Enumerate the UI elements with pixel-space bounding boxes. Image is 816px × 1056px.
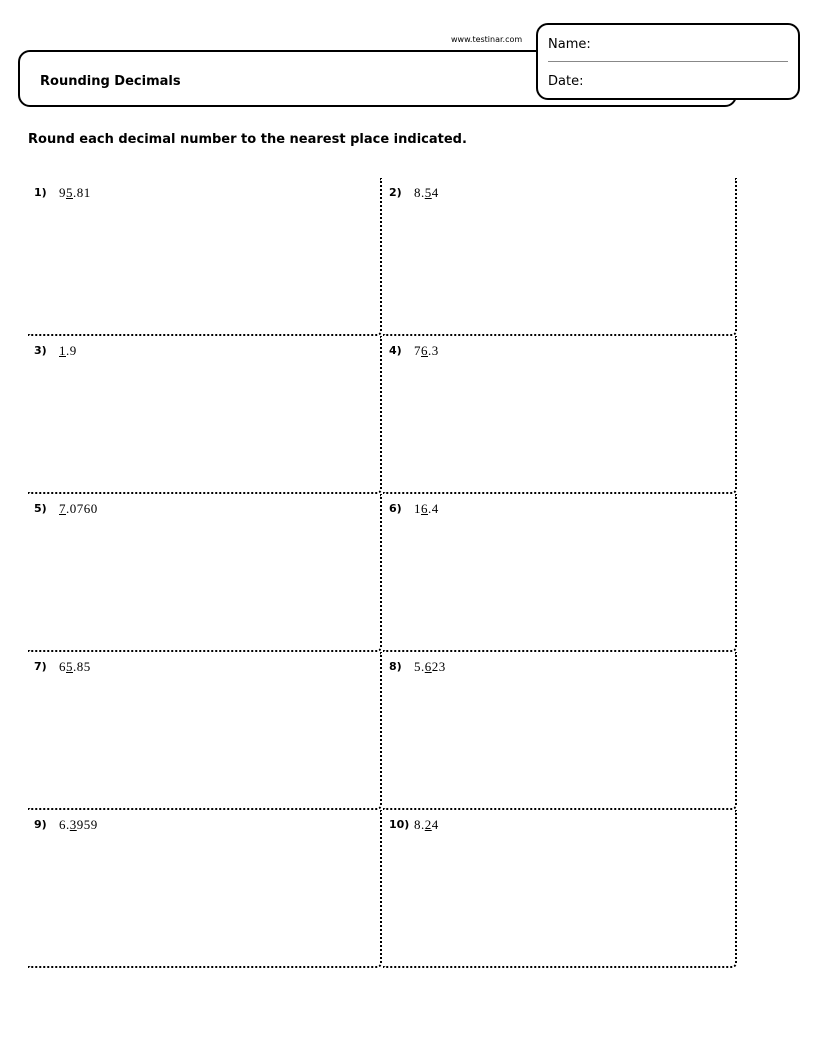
digits-after: 959 [76,817,98,832]
digits-after: .0760 [66,501,98,516]
problem-cell [383,652,737,810]
problem-cell [383,336,737,494]
problem-cell [28,810,382,968]
name-label: Name: [548,37,591,52]
digits-before: 5. [414,659,425,674]
underlined-digit: 5 [424,185,432,200]
problem-value [414,185,439,201]
problem-cell [383,494,737,652]
problem-value [59,817,98,833]
digits-before: 8. [414,185,425,200]
digits-after: 4 [431,185,439,200]
problem-value [59,185,91,201]
digits-before: 6. [59,817,70,832]
problem-value [59,343,77,359]
digits-before: 1 [414,501,421,516]
problem-number: 7) [34,660,47,673]
problem-cell [28,336,382,494]
digits-after: .81 [73,185,91,200]
underlined-digit: 2 [424,817,432,832]
digits-before: 9 [59,185,66,200]
digits-before: 6 [59,659,66,674]
digits-after: .85 [73,659,91,674]
name-line [548,61,788,62]
digits-before: 7 [414,343,421,358]
underlined-digit: 1 [59,343,66,358]
problem-value [414,659,446,675]
problem-value [59,659,91,675]
underlined-digit: 6 [424,659,432,674]
underlined-digit: 6 [421,343,428,358]
problem-value [59,501,98,517]
problem-cell [28,178,382,336]
instructions: Round each decimal number to the nearest place indicated. [28,132,467,147]
problem-value [414,817,439,833]
website-url: www.testinar.com [451,35,523,44]
digits-after: .3 [428,343,439,358]
underlined-digit: 5 [66,659,73,674]
digits-after: .9 [66,343,77,358]
date-label: Date: [548,74,584,89]
problem-number: 10) [389,818,410,831]
problem-number: 1) [34,186,47,199]
digits-after: .4 [428,501,439,516]
problem-number: 4) [389,344,402,357]
problem-cell [383,810,737,968]
problem-number: 5) [34,502,47,515]
problem-number: 9) [34,818,47,831]
worksheet-title: Rounding Decimals [40,74,181,89]
problem-number: 3) [34,344,47,357]
problem-cell [28,652,382,810]
problem-value [414,501,439,517]
problem-number: 2) [389,186,402,199]
problem-cell [28,494,382,652]
digits-before: 8. [414,817,425,832]
digits-after: 4 [431,817,439,832]
underlined-digit: 5 [66,185,73,200]
problem-cell [383,178,737,336]
underlined-digit: 7 [59,501,66,516]
underlined-digit: 3 [69,817,77,832]
digits-after: 23 [431,659,446,674]
underlined-digit: 6 [421,501,428,516]
problem-number: 6) [389,502,402,515]
name-date-box [536,23,800,100]
problem-number: 8) [389,660,402,673]
problem-value [414,343,439,359]
